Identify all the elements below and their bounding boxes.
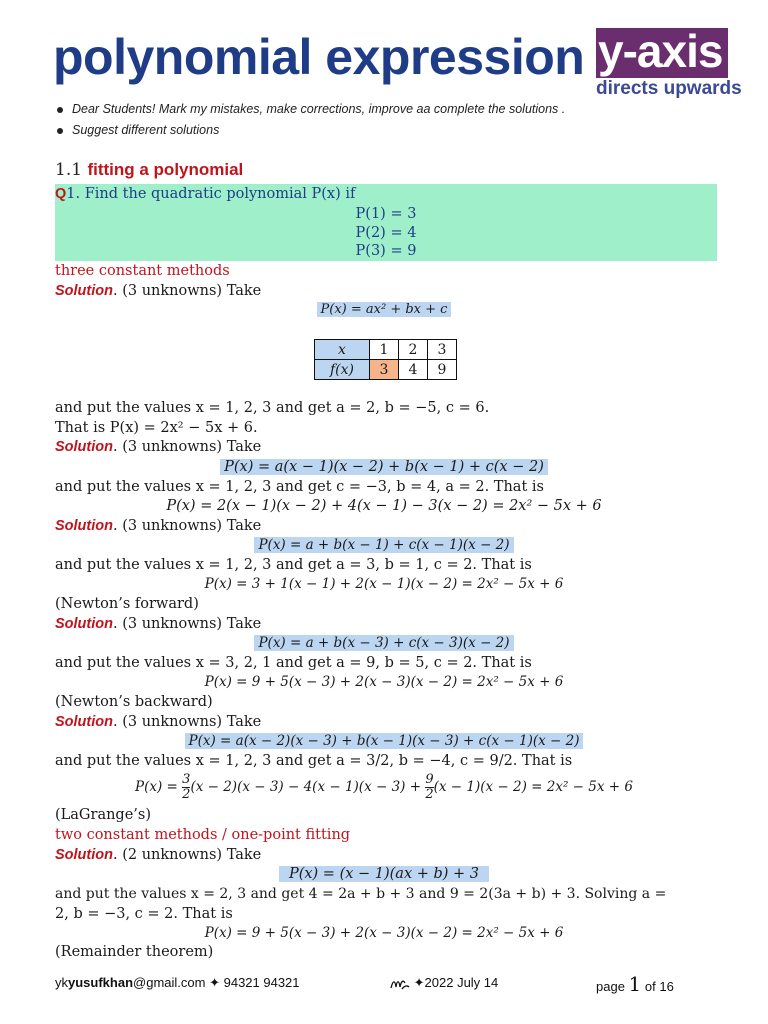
- bullet-icon: [57, 107, 63, 113]
- solution-label: Solution: [55, 847, 113, 863]
- solution-text: . (3 unknowns) Take: [113, 518, 262, 534]
- table-cell: 1: [370, 340, 399, 360]
- solution-6-intro: [55, 845, 261, 865]
- section-title: fitting a polynomial: [87, 160, 244, 179]
- y-axis-logo: [596, 25, 742, 100]
- table-cell: 9: [428, 360, 457, 380]
- solution-text: . (3 unknowns) Take: [113, 283, 262, 299]
- solution-2-result: P(x) = 2(x − 1)(x − 2) + 4(x − 1) − 3(x − 2) = 2x² − 5x + 6: [166, 498, 602, 514]
- formula: P(x) = (x − 1)(ax + b) + 3: [279, 866, 489, 882]
- fraction-denominator: 2: [182, 787, 191, 802]
- list-item: [55, 100, 565, 121]
- subheading-two-constant: two constant methods / one-point fitting: [55, 827, 351, 843]
- section-number: 1.1: [55, 160, 83, 180]
- table-cell: 3: [428, 340, 457, 360]
- solution-3-note: (Newton’s forward): [55, 596, 199, 612]
- question-label: Q: [55, 186, 67, 202]
- table-cell: 4: [399, 360, 428, 380]
- table-cell-highlighted: 3: [370, 360, 399, 380]
- date-text: 2022 July 14: [424, 975, 499, 990]
- solution-3-intro: [55, 516, 261, 536]
- fraction-numerator: 3: [182, 772, 191, 787]
- solution-5-values: and put the values x = 1, 2, 3 and get a = 3/2, b = −4, c = 9/2. That is: [55, 753, 573, 769]
- formula: P(x) = a(x − 1)(x − 2) + b(x − 1) + c(x − 2): [220, 459, 548, 475]
- star-icon: ✦: [209, 975, 220, 990]
- footer-contact: [55, 975, 300, 991]
- fraction-denominator: 2: [425, 787, 434, 802]
- solution-4-result: P(x) = 9 + 5(x − 3) + 2(x − 3)(x − 2) = 2x² − 5x + 6: [204, 674, 564, 690]
- formula: P(x) = a + b(x − 3) + c(x − 3)(x − 2): [254, 635, 513, 651]
- solution-label: Solution: [55, 616, 113, 632]
- solution-label: Solution: [55, 518, 113, 534]
- solution-label: Solution: [55, 714, 113, 730]
- solution-4-intro: [55, 614, 261, 634]
- solution-2-intro: [55, 437, 261, 457]
- solution-text: . (3 unknowns) Take: [113, 714, 262, 730]
- solution-label: Solution: [55, 283, 113, 299]
- solution-3-formula: [0, 535, 768, 555]
- phone-number: 94321 94321: [223, 975, 300, 990]
- solution-text: . (3 unknowns) Take: [113, 439, 262, 455]
- solution-5-result: [0, 768, 768, 806]
- solution-4-values: and put the values x = 3, 2, 1 and get a = 9, b = 5, c = 2. That is: [55, 655, 532, 671]
- result-tail: (x − 1)(x − 2) = 2x² − 5x + 6: [433, 779, 633, 795]
- email-prefix: yk: [55, 975, 68, 990]
- logo-background: [596, 25, 728, 78]
- solution-6-formula: [0, 864, 768, 884]
- page-number: 1: [628, 972, 642, 996]
- condition-3: P(3) = 9: [355, 243, 417, 259]
- solution-label: Solution: [55, 439, 113, 455]
- solution-6-values-cont: 2, b = −3, c = 2. That is: [55, 906, 233, 922]
- solution-text: . (2 unknowns) Take: [113, 847, 262, 863]
- page-word: page: [596, 979, 625, 994]
- star-icon: ✦: [413, 975, 425, 990]
- solution-1-result: That is P(x) = 2x² − 5x + 6.: [55, 420, 258, 436]
- signature-icon: [390, 977, 410, 991]
- footer-date: [390, 975, 498, 991]
- formula: P(x) = ax² + bx + c: [317, 302, 452, 317]
- solution-5-formula: [0, 731, 768, 751]
- solution-2-values: and put the values x = 1, 2, 3 and get c = −3, b = 4, a = 2. That is: [55, 479, 544, 495]
- condition-1: P(1) = 3: [355, 206, 417, 222]
- condition-2: P(2) = 4: [355, 225, 417, 241]
- bullet-text: Suggest different solutions: [72, 123, 220, 137]
- question-line: [55, 184, 355, 204]
- solution-3-values: and put the values x = 1, 2, 3 and get a = 3, b = 1, c = 2. That is: [55, 557, 532, 573]
- email-name: yusufkhan: [68, 975, 134, 990]
- page-title: polynomial expression: [53, 29, 585, 85]
- result-lead: P(x) =: [135, 779, 178, 795]
- page-total: of 16: [644, 979, 674, 994]
- question-text: 1. Find the quadratic polynomial P(x) if: [66, 186, 356, 202]
- solution-4-note: (Newton’s backward): [55, 694, 213, 710]
- solution-5-note: (LaGrange’s): [55, 807, 151, 823]
- formula: P(x) = a(x − 2)(x − 3) + b(x − 1)(x − 3) + c(x − 1)(x − 2): [185, 733, 584, 749]
- solution-4-formula: [0, 633, 768, 653]
- section-heading: [55, 160, 243, 180]
- footer-page: [596, 972, 674, 996]
- solution-3-result: P(x) = 3 + 1(x − 1) + 2(x − 1)(x − 2) = 2x² − 5x + 6: [204, 576, 564, 592]
- fraction-numerator: 9: [425, 772, 434, 787]
- email-domain: @gmail.com: [133, 975, 206, 990]
- list-item: [55, 121, 565, 142]
- bullet-icon: [57, 128, 63, 134]
- solution-5-intro: [55, 712, 261, 732]
- values-table: [314, 339, 457, 380]
- solution-1-formula: [0, 300, 768, 320]
- subheading-three-constant: three constant methods: [55, 263, 230, 279]
- table-cell: f(x): [315, 360, 370, 380]
- table-cell: 2: [399, 340, 428, 360]
- solution-2-formula: [0, 457, 768, 477]
- solution-6-note: (Remainder theorem): [55, 944, 214, 960]
- solution-1-values: and put the values x = 1, 2, 3 and get a = 2, b = −5, c = 6.: [55, 400, 490, 416]
- solution-6-result: P(x) = 9 + 5(x − 3) + 2(x − 3)(x − 2) = 2x² − 5x + 6: [204, 925, 564, 941]
- formula: P(x) = a + b(x − 1) + c(x − 1)(x − 2): [254, 537, 513, 553]
- solution-1-intro: [55, 281, 261, 301]
- bullet-text: Dear Students! Mark my mistakes, make corrections, improve aa complete the solutions .: [72, 102, 566, 116]
- fraction: [425, 773, 433, 802]
- question-box: [55, 184, 717, 261]
- table-row: [315, 340, 457, 360]
- solution-text: . (3 unknowns) Take: [113, 616, 262, 632]
- table-cell: x: [315, 340, 370, 360]
- result-middle: (x − 2)(x − 3) − 4(x − 1)(x − 3) +: [190, 779, 422, 795]
- logo-tagline: directs upwards: [596, 78, 742, 99]
- solution-6-values: and put the values x = 2, 3 and get 4 = 2a + b + 3 and 9 = 2(3a + b) + 3. Solving a =: [55, 886, 667, 902]
- instruction-list: [55, 100, 565, 142]
- logo-main-text: y-axis: [598, 25, 723, 77]
- table-row: [315, 360, 457, 380]
